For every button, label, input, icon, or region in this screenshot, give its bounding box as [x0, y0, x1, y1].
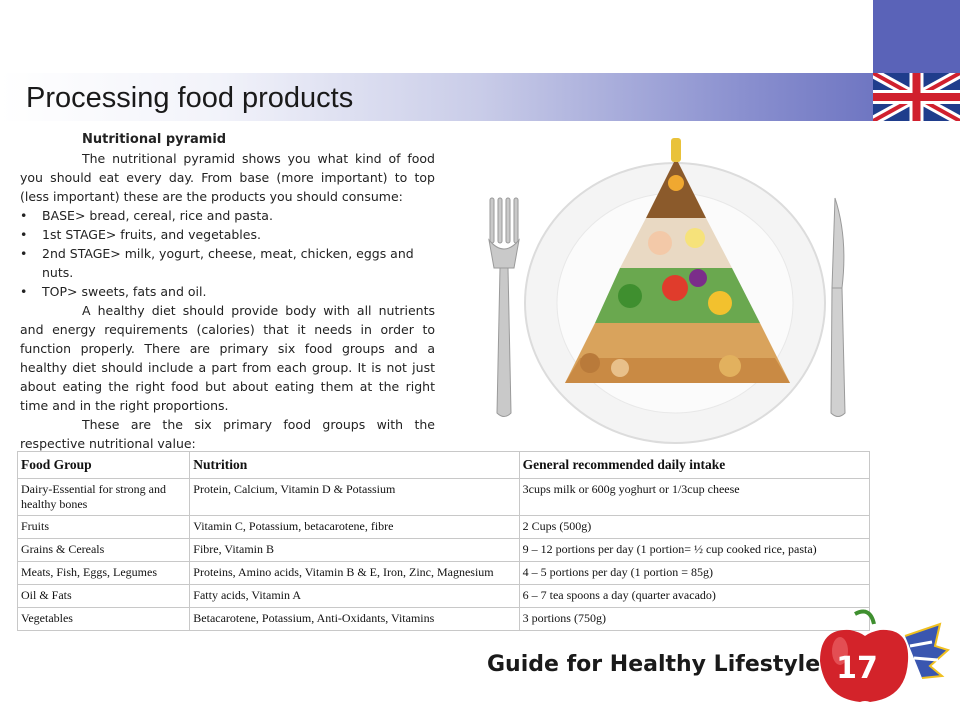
table-cell: Fatty acids, Vitamin A — [190, 585, 519, 608]
table-row — [18, 585, 870, 608]
table-cell: Betacarotene, Potassium, Anti-Oxidants, Vitamins — [190, 608, 519, 631]
table-cell: Oil & Fats — [18, 585, 190, 608]
apple-logo-icon — [810, 606, 950, 706]
diet-paragraph: A healthy diet should provide body with all nutrients and energy requirements (calories) that it needs in order to function properly. There are primary six food groups and a healthy diet should include a part from each group. It is not just about eating the right food but about eating them at the right time and in the right proportions. — [20, 303, 435, 413]
table-row — [18, 539, 870, 562]
table-row — [18, 562, 870, 585]
header-accent-block — [873, 0, 960, 73]
table-cell: Protein, Calcium, Vitamin D & Potassium — [190, 479, 519, 516]
table-cell: 3 portions (750g) — [519, 608, 869, 631]
column-header: General recommended daily intake — [519, 452, 869, 479]
table-row — [18, 479, 870, 516]
table-cell: Fibre, Vitamin B — [190, 539, 519, 562]
food-pyramid-plate-illustration — [470, 128, 870, 448]
intro-paragraph: The nutritional pyramid shows you what kind of food you should eat every day. From base (more important) to top (less important) these are the products you should consume: — [20, 151, 435, 204]
table-cell: Dairy-Essential for strong and healthy bones — [18, 479, 190, 516]
page-number: 17 — [836, 651, 878, 686]
table-cell: Grains & Cereals — [18, 539, 190, 562]
page-title: Processing food products — [26, 82, 354, 114]
table-cell: Proteins, Amino acids, Vitamin B & E, Iron, Zinc, Magnesium — [190, 562, 519, 585]
table-cell: 4 – 5 portions per day (1 portion = 85g) — [519, 562, 869, 585]
pyramid-levels-list — [20, 206, 435, 301]
table-row — [18, 608, 870, 631]
guide-title: Guide for Healthy Lifestyle — [487, 652, 821, 677]
article-text — [20, 130, 435, 453]
uk-flag-icon[interactable] — [873, 73, 960, 121]
list-item: • TOP> sweets, fats and oil. — [20, 282, 435, 301]
knife-icon — [831, 198, 845, 417]
table-cell: Meats, Fish, Eggs, Legumes — [18, 562, 190, 585]
table-cell: Fruits — [18, 516, 190, 539]
table-cell: Vegetables — [18, 608, 190, 631]
food-groups-intro: These are the six primary food groups with the respective nutritional value: — [20, 417, 435, 451]
table-cell: 9 – 12 portions per day (1 portion= ½ cup cooked rice, pasta) — [519, 539, 869, 562]
table-cell: 6 – 7 tea spoons a day (quarter avacado) — [519, 585, 869, 608]
fork-icon — [489, 198, 519, 417]
table-row — [18, 516, 870, 539]
food-groups-table — [17, 451, 870, 631]
list-item: • 1st STAGE> fruits, and vegetables. — [20, 225, 435, 244]
table-header-row — [18, 452, 870, 479]
table-cell: Vitamin C, Potassium, betacarotene, fibre — [190, 516, 519, 539]
list-item: • BASE> bread, cereal, rice and pasta. — [20, 206, 435, 225]
table-cell: 2 Cups (500g) — [519, 516, 869, 539]
article-heading: Nutritional pyramid — [82, 132, 227, 147]
column-header: Food Group — [18, 452, 190, 479]
column-header: Nutrition — [190, 452, 519, 479]
list-item: • 2nd STAGE> milk, yogurt, cheese, meat, chicken, eggs and nuts. — [20, 244, 435, 282]
table-cell: 3cups milk or 600g yoghurt or 1/3cup cheese — [519, 479, 869, 516]
